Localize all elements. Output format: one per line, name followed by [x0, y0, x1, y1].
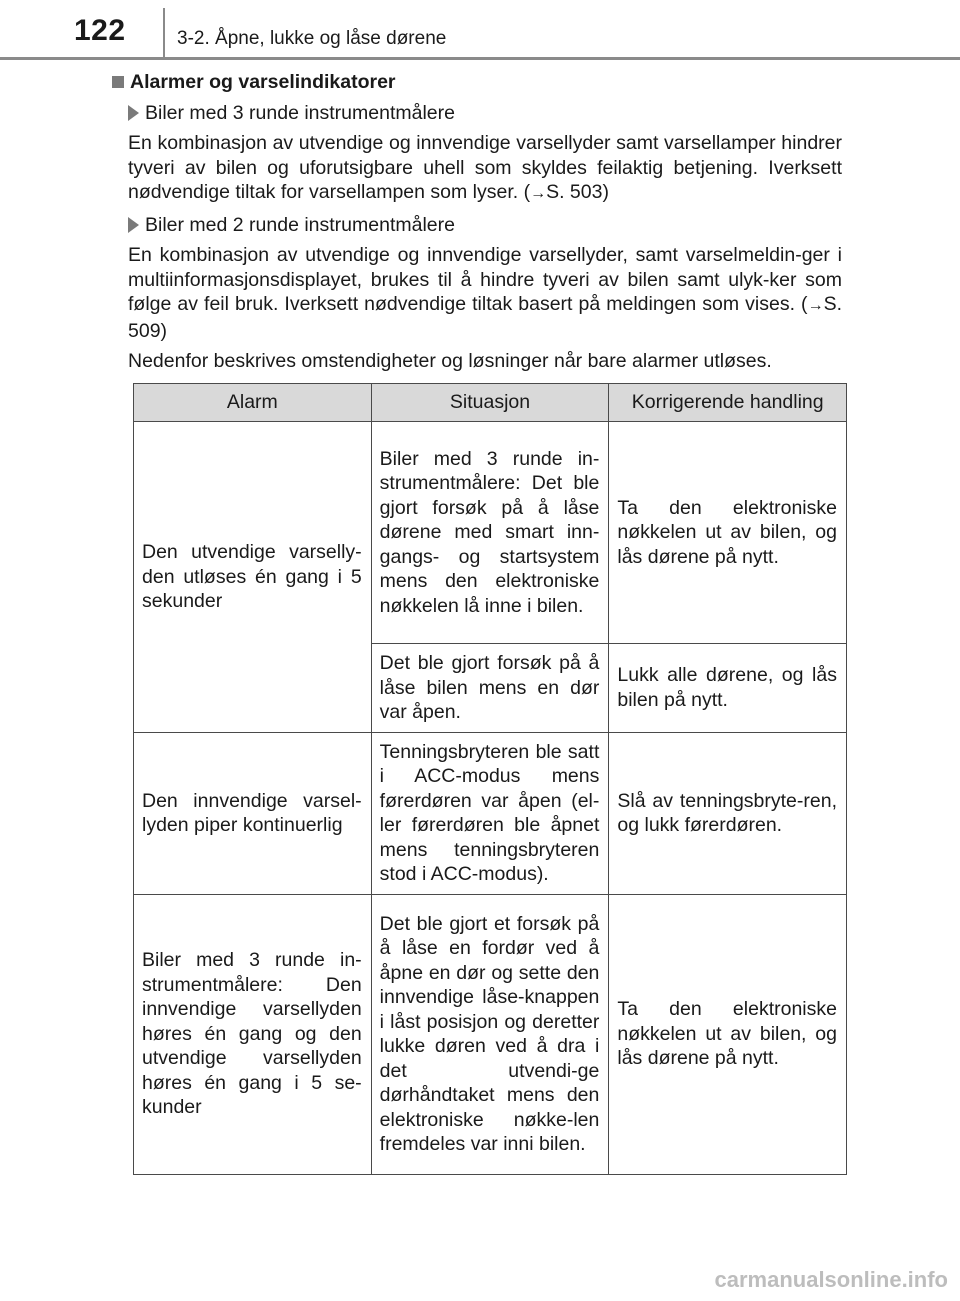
sub-heading-2-gauges: [128, 213, 842, 238]
table-row: [134, 422, 847, 644]
situation-cell: Tenningsbryteren ble satt i ACC-modus mens førerdøren var åpen (el-ler førerdøren ble åpnet mens tenningsbryteren stod i ACC-modus).: [371, 732, 609, 894]
arrow-reference-icon: →: [807, 297, 824, 314]
situation-cell: Det ble gjort et forsøk på å låse en fordør ved å åpne en dør og sette den innvendige låse-knappen i låst posisjon og deretter lukke døren ved å dra i det utvendi-ge dørhåndtaket mens den elektroniske nøkke-len fremdeles var inni bilen.: [371, 894, 609, 1174]
section-heading: [112, 70, 842, 95]
paragraph-2-gauges-text: En kombinasjon av utvendige og innvendige varsellyder, samt varselmeldin-ger i multiinformasjonsdisplayet, brukes til å hindre tyveri av bilen samt ulyk-ker som følge av feil bruk. Iverksett nødvendige tiltak basert på meldingen som vises. (: [128, 244, 842, 315]
column-header-alarm: Alarm: [134, 384, 372, 422]
paragraph-3-gauges: [128, 131, 842, 207]
running-head: 3-2. Åpne, lukke og låse dørene: [177, 28, 447, 49]
paragraph-2-gauges: [128, 243, 842, 343]
action-cell: Ta den elektroniske nøkkelen ut av bilen, og lås dørene på nytt.: [609, 894, 847, 1174]
page-number: 122: [74, 14, 126, 47]
alarm-cell: Den utvendige varselly-den utløses én gang i 5 sekunder: [134, 422, 372, 733]
sub-heading-3-gauges: [128, 101, 842, 126]
action-cell: Slå av tenningsbryte-ren, og lukk førerdøren.: [609, 732, 847, 894]
column-header-action: Korrigerende handling: [609, 384, 847, 422]
table-row: [134, 894, 847, 1174]
situation-cell: Biler med 3 runde in-strumentmålere: Det ble gjort forsøk på å låse dørene med smart inn-gangs- og startsystem mens den elektroniske nøkkelen lå inne i bilen.: [371, 422, 609, 644]
arrow-reference-icon: →: [530, 185, 547, 202]
triangle-bullet-icon: [128, 217, 139, 233]
column-header-situation: Situasjon: [371, 384, 609, 422]
section-heading-text: Alarmer og varselindikatorer: [130, 71, 396, 93]
triangle-bullet-icon: [128, 105, 139, 121]
table-header-row: [134, 384, 847, 422]
page-reference-509[interactable]: S. 509): [128, 293, 842, 342]
header-divider-vertical: [163, 8, 165, 58]
intro-paragraph: Nedenfor beskrives omstendigheter og løsninger når bare alarmer utløses.: [128, 350, 772, 372]
sub-heading-2-gauges-text: Biler med 2 runde instrumentmålere: [145, 213, 455, 236]
header-divider-horizontal: [0, 57, 960, 60]
situation-cell: Det ble gjort forsøk på å låse bilen mens en dør var åpen.: [371, 644, 609, 733]
action-cell: Lukk alle dørene, og lås bilen på nytt.: [609, 644, 847, 733]
table-row: [134, 732, 847, 894]
alarm-cell: Biler med 3 runde in-strumentmålere: Den innvendige varsellyden høres én gang og den utvendige varsellyden høres én gang i 5 se-kunder: [134, 894, 372, 1174]
watermark: carmanualsonline.info: [714, 1267, 948, 1292]
alarm-cell: Den innvendige varsel-lyden piper kontinuerlig: [134, 732, 372, 894]
sub-heading-3-gauges-text: Biler med 3 runde instrumentmålere: [145, 101, 455, 124]
section-content: [112, 70, 842, 374]
page-reference-503[interactable]: S. 503): [546, 181, 609, 203]
paragraph-3-gauges-text: En kombinasjon av utvendige og innvendige varsellyder samt varsellamper hindrer tyveri av bilen og uforutsigbare uhell som skyldes feilaktig betjening. Iverksett nødvendige tiltak for varsellampen som lyser. (: [128, 132, 842, 203]
alarm-table: [133, 383, 847, 1175]
action-cell: Ta den elektroniske nøkkelen ut av bilen, og lås dørene på nytt.: [609, 422, 847, 644]
square-bullet-icon: [112, 76, 124, 88]
